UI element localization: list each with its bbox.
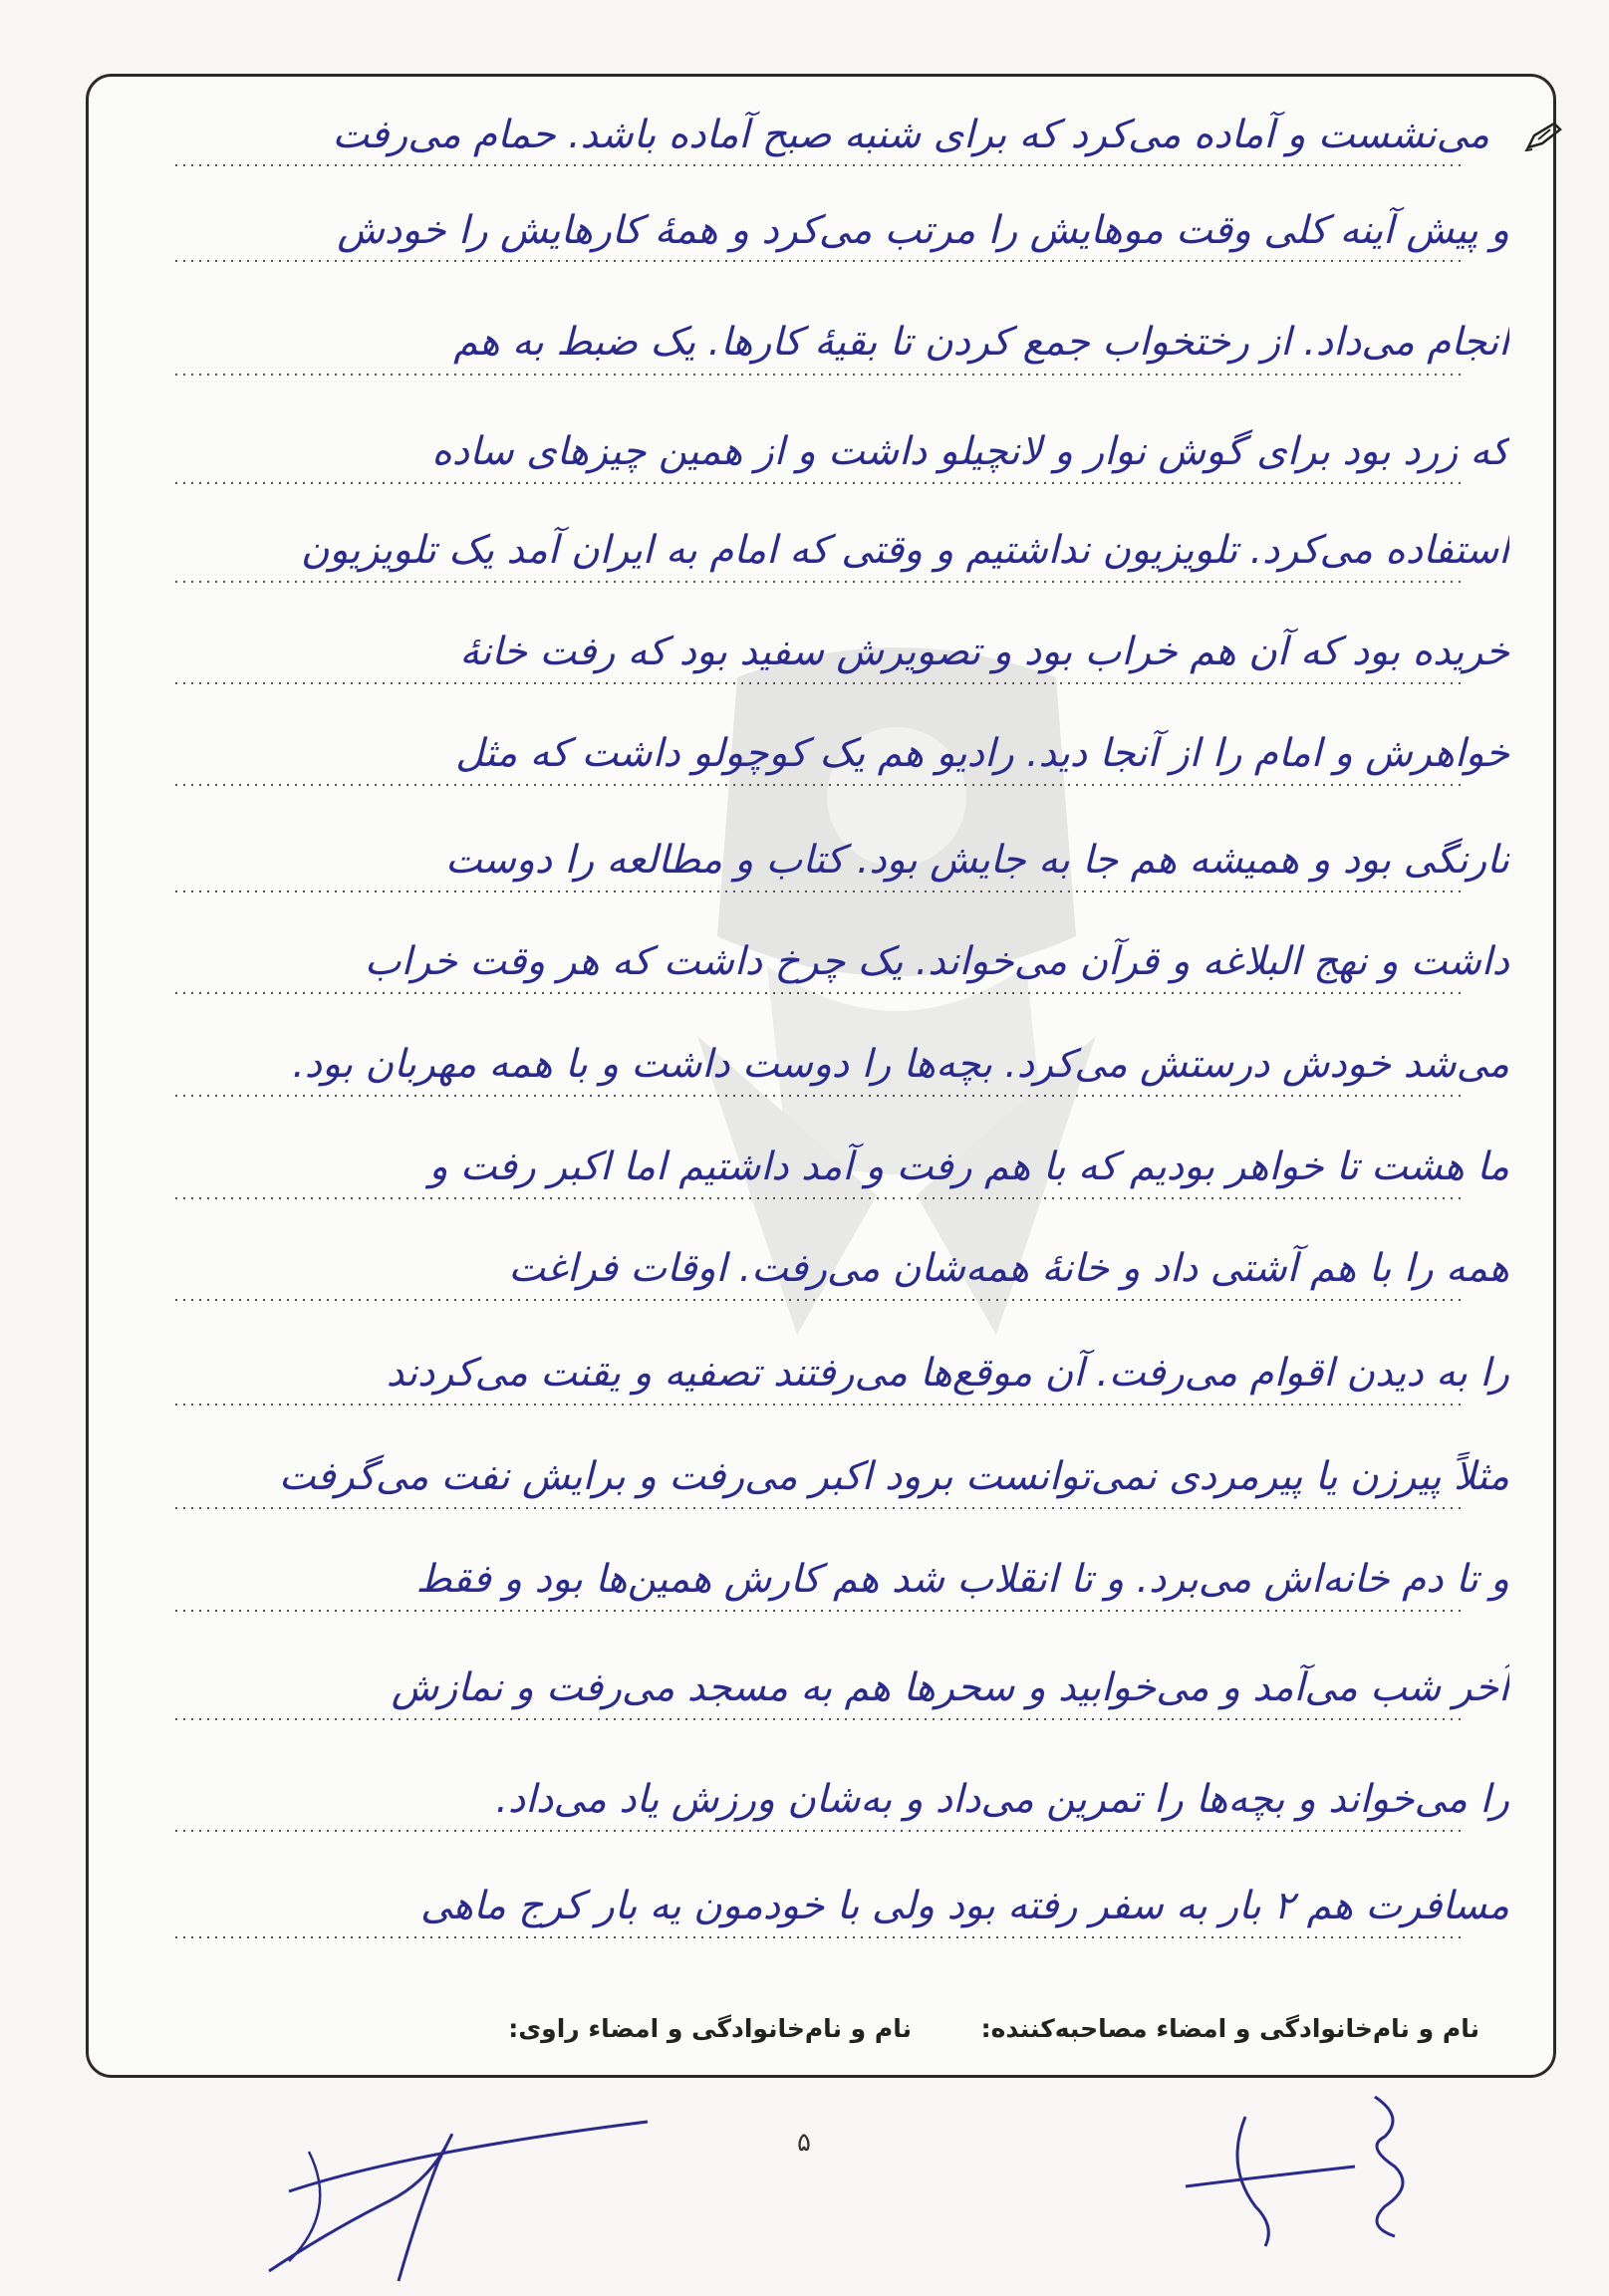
handwritten-line: آخر شب می‌آمد و می‌خوابید و سحرها هم به مسجد می‌رفت و نمازش xyxy=(391,1665,1509,1710)
handwritten-line: خریده بود که آن هم خراب بود و تصویرش سفید بود که رفت خانهٔ xyxy=(459,630,1509,674)
interviewer-signature xyxy=(1166,2077,1484,2266)
handwritten-line: را به دیدن اقوام می‌رفت. آن موقع‌ها می‌رفتند تصفیه و یقنت می‌کردند xyxy=(386,1351,1509,1396)
narrator-signature xyxy=(249,2082,668,2291)
page-number: ۵ xyxy=(797,2128,811,2158)
pen-icon xyxy=(1524,122,1564,151)
handwritten-line: مسافرت هم ۲ بار به سفر رفته بود ولی با خودمون یه بار کرج ماهی xyxy=(420,1884,1509,1928)
handwritten-line: و پیش آینه کلی وقت موهایش را مرتب می‌کرد و همهٔ کارهایش را خودش xyxy=(337,208,1509,253)
handwritten-line: می‌نشست و آماده می‌کرد که برای شنبه صبح آماده باشد. حمام می‌رفت xyxy=(332,113,1489,157)
handwritten-line: و تا دم خانه‌اش می‌برد. و تا انقلاب شد هم کارش همین‌ها بود و فقط xyxy=(415,1557,1509,1602)
handwritten-line: خواهرش و امام را از آنجا دید. رادیو هم یک کوچولو داشت که مثل xyxy=(455,731,1509,776)
handwritten-line: می‌شد خودش درستش می‌کرد. بچه‌ها را دوست داشت و با همه مهربان بود. xyxy=(292,1042,1509,1087)
handwritten-line: انجام می‌داد. از رختخواب جمع کردن تا بقیهٔ کارها. یک ضبط به هم xyxy=(453,320,1509,365)
interviewer-name-label: نام و نام‌خانوادگی و امضاء مصاحبه‌کننده: xyxy=(980,2014,1479,2043)
handwritten-line: داشت و نهج البلاغه و قرآن می‌خواند. یک چرخ داشت که هر وقت خراب xyxy=(364,939,1509,984)
handwritten-line: نارنگی بود و همیشه هم جا به جایش بود. کتاب و مطالعه را دوست xyxy=(444,838,1509,883)
handwritten-line: را می‌خواند و بچه‌ها را تمرین می‌داد و به‌شان ورزش یاد می‌داد. xyxy=(495,1777,1509,1822)
handwritten-line: مثلاً پیرزن یا پیرمردی نمی‌توانست برود اکبر می‌رفت و برایش نفت می‌گرفت xyxy=(278,1454,1509,1499)
handwritten-line: همه را با هم آشتی داد و خانهٔ همه‌شان می‌رفت. اوقات فراغت xyxy=(508,1246,1509,1291)
narrator-name-label: نام و نام‌خانوادگی و امضاء راوی: xyxy=(508,2014,912,2043)
handwritten-line: استفاده می‌کرد. تلویزیون نداشتیم و وقتی که امام به ایران آمد یک تلویزیون xyxy=(300,528,1509,573)
handwritten-line: ما هشت تا خواهر بودیم که با هم رفت و آمد داشتیم اما اکبر رفت و xyxy=(428,1145,1509,1189)
handwritten-line: که زرد بود برای گوش نوار و لانچیلو داشت و از همین چیزهای ساده xyxy=(431,429,1509,474)
